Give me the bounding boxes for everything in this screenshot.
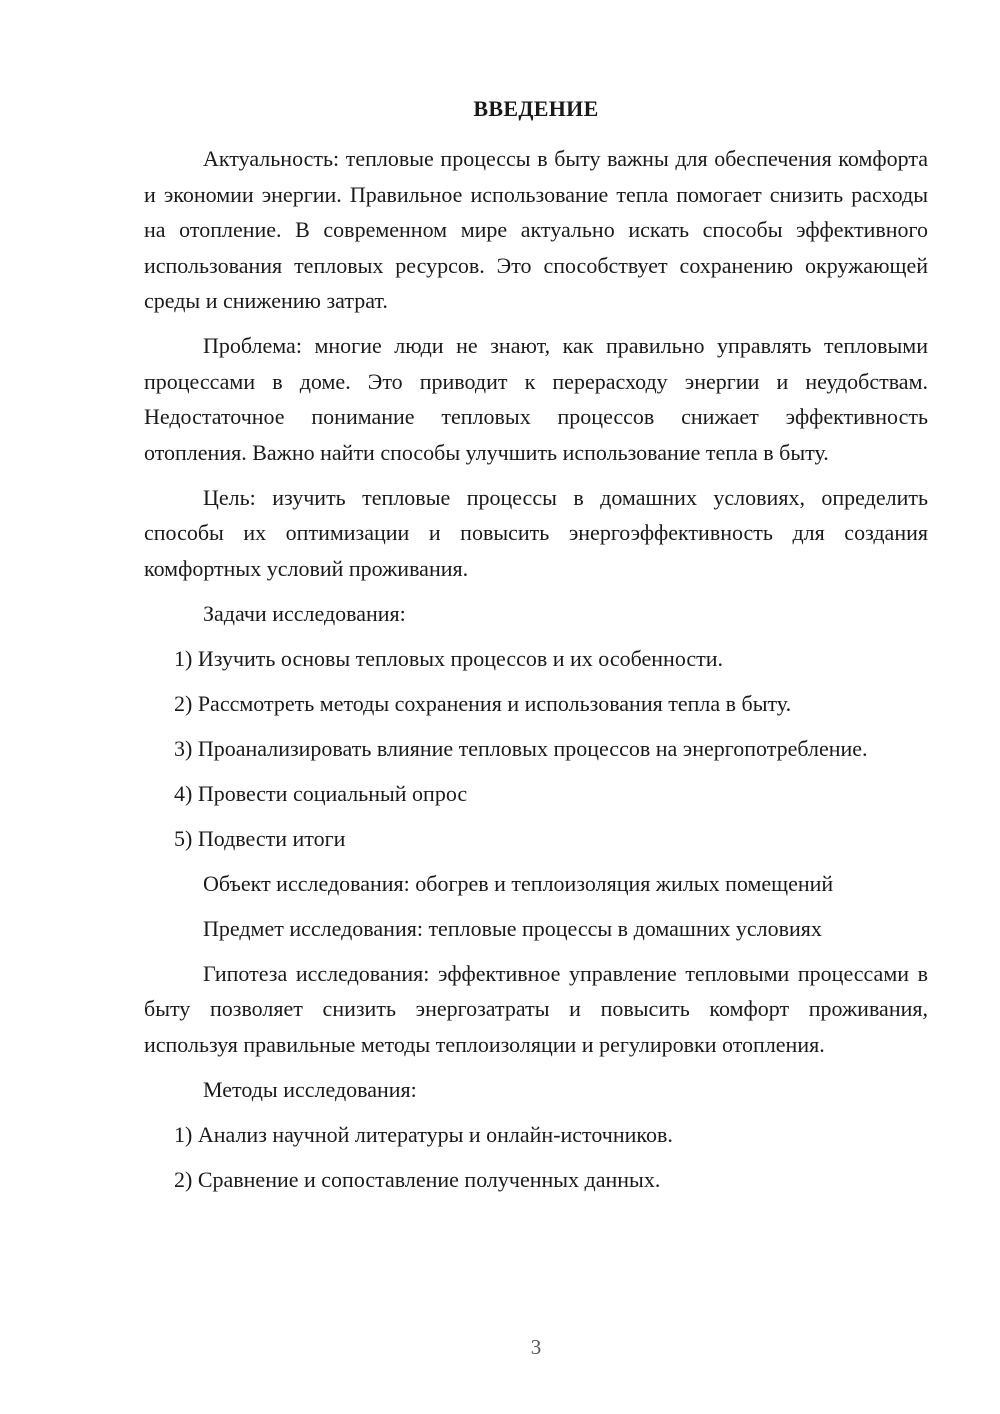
method-item: 2) Сравнение и сопоставление полученных данных. — [174, 1166, 661, 1192]
task-item: 4) Провести социальный опрос — [174, 780, 468, 806]
task-item: 1) Изучить основы тепловых процессов и их особенности. — [174, 645, 724, 671]
research-object: Объект исследования: обогрев и теплоизоляция жилых помещений — [203, 870, 834, 896]
paragraph-relevance: Актуальность: тепловые процессы в быту важны для обеспечения комфорта и экономии энергии. Правильное использование тепла помогает снизить расходы на отопление. В современном мире актуально искать способы эффективного использования тепловых ресурсов. Это способствует сохранению окружающей среды и снижению затрат. — [144, 146, 928, 313]
method-item: 1) Анализ научной литературы и онлайн-источников. — [174, 1121, 673, 1147]
methods-heading: Методы исследования: — [203, 1076, 417, 1102]
document-body — [144, 141, 928, 1207]
task-item: 2) Рассмотреть методы сохранения и использования тепла в быту. — [174, 690, 792, 716]
research-subject: Предмет исследования: тепловые процессы в домашних условиях — [203, 915, 822, 941]
research-hypothesis: Гипотеза исследования: эффективное управление тепловыми процессами в быту позволяет снизить энергозатраты и повысить комфорт проживания, используя правильные методы теплоизоляции и регулировки отопления. — [144, 960, 928, 1057]
page-title: ВВЕДЕНИЕ — [473, 96, 599, 121]
tasks-heading: Задачи исследования: — [203, 600, 406, 626]
paragraph-goal: Цель: изучить тепловые процессы в домашних условиях, определить способы их оптимизации и повысить энергоэффективность для создания комфортных условий проживания. — [144, 484, 928, 581]
task-item: 5) Подвести итоги — [174, 825, 346, 851]
task-item: 3) Проанализировать влияние тепловых процессов на энергопотребление. — [174, 735, 868, 761]
paragraph-problem: Проблема: многие люди не знают, как правильно управлять тепловыми процессами в доме. Это приводит к перерасходу энергии и неудобствам. Недостаточное понимание тепловых процессов снижает эффективность отопления. Важно найти способы улучшить использование тепла в быту. — [144, 333, 928, 465]
page-number: 3 — [530, 1335, 542, 1359]
